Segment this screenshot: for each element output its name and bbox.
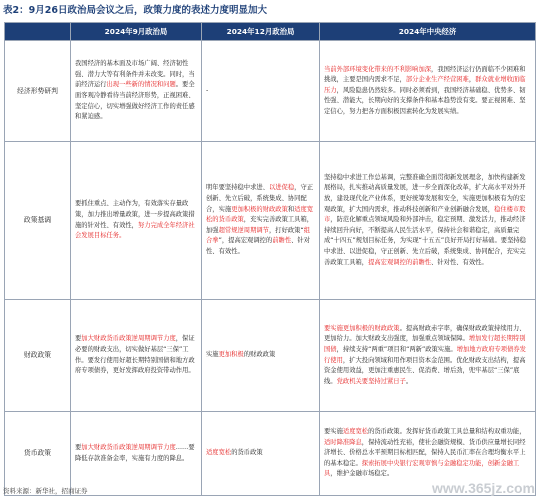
header-cell xyxy=(5,23,71,41)
highlight-text: 更加积极的财政政策 xyxy=(231,205,288,213)
cell-text: 。提高财政赤字率，确保财政政策持续用力、更加给力。加大财政支出强度，加强重点领域保障。 xyxy=(324,324,526,343)
cell-text: ……要降低存款准备金率，实施有力度的降息。 xyxy=(75,443,195,462)
header-cell: 2024年中央经济 xyxy=(320,23,536,41)
highlight-text: 党政机关要坚持过紧日子 xyxy=(336,377,406,385)
cell-text: ，持续支持“两重”项目和“两新”政策实施。 xyxy=(336,345,457,353)
cell-text: ，保证必要的财政支出，切实做好基层“三保”工作。要发行使用好超长期特别国债和地方政府专项债券，更好发挥政府投资带动作用。 xyxy=(75,335,195,375)
page-title: 表2：9月26日政治局会议之后，政策力度的表述力度明显加大 xyxy=(3,5,267,16)
table-cell xyxy=(202,412,320,496)
cell-text: 的货币政策 xyxy=(231,449,263,457)
cell-text: 坚持稳中求进工作总基调，完整准确全面贯彻新发展理念，加快构建新发展格局，扎实推动高质量发展，进一步全面深化改革，扩大高水平对外开放，建设现代化产业体系，更好统筹发展和安全，实施更加积极有为的宏观政策，扩大国内需求，推动科技创新和产业创新融合发展， xyxy=(324,173,526,213)
highlight-text: 加大财政货币政策逆周期调节力度 xyxy=(81,335,176,343)
highlight-text: 稳住楼市股市 xyxy=(324,205,526,224)
table-cell xyxy=(202,300,320,412)
row-label: 政策基调 xyxy=(5,142,71,300)
cell-text: 的财政政策 xyxy=(243,351,276,359)
highlight-text: 提高宏观调控的前瞻性 xyxy=(368,258,432,266)
highlight-text: 探索拓展中央银行宏观审慎与金融稳定功能，创新金融工具 xyxy=(324,459,520,478)
cell-text: 要 xyxy=(75,443,82,451)
row-label: 经济形势研判 xyxy=(5,41,71,142)
cell-text: ，维护金融市场稳定。 xyxy=(330,470,394,478)
highlight-text: 加大财政货币政策逆周期调节力度 xyxy=(81,443,176,451)
table-cell xyxy=(71,41,202,142)
highlight-text: 增加地方政府专项债券发行使用 xyxy=(324,345,526,364)
table-header-row xyxy=(5,23,536,41)
cell-text: 实施 xyxy=(206,351,219,359)
highlight-text: 适度宽松 xyxy=(342,428,369,436)
highlight-text: 更加积极 xyxy=(218,351,244,359)
cell-text: ，防范化解重点领域风险和外部冲击，稳定预期、激发活力，推动经济持续回升向好，不断提高人民生活水平，保持社会和谐稳定，高质量完成“十四五”规划目标任务，为实现“十五五”良好开局打好基础。要坚持稳中求进、以进促稳，守正创新、先立后破，系统集成、协同配合，充实完善政策工具箱， xyxy=(324,216,526,266)
cell-text: ，打好政策“ xyxy=(268,226,304,234)
highlight-text: 要实施更加积极的财政政策 xyxy=(324,324,400,332)
row-label: 货币政策 xyxy=(5,412,71,496)
cell-text: ”，提高宏观调控的 xyxy=(218,237,273,245)
cell-text: 我国经济的基本面及市场广阔、经济韧性强、潜力大等有利条件并未改变。同时，当前经济运行 xyxy=(75,60,195,89)
cell-text: 和 xyxy=(287,205,295,213)
cell-text: ，风险隐患仍然较多。同时必须看到，我国经济基础稳、优势多、韧性强、潜能大，长期向好的支撑条件和基本趋势没有变。要正视困难、坚定信心，努力把各方面积极因素转化为发展实绩。 xyxy=(324,86,526,115)
cell-text: ，充实完善政策工具箱，加强 xyxy=(206,216,314,234)
cell-text: 。 xyxy=(405,377,413,385)
table-cell xyxy=(71,412,202,496)
table-cell xyxy=(320,142,536,300)
table-cell xyxy=(320,41,536,142)
highlight-text: 群众就业增收面临压力 xyxy=(324,76,526,94)
source-note: 资料来源：新华社，招商证券 xyxy=(3,487,88,495)
cell-text: 。要全面客观冷静看待当前经济形势，正视困难、坚定信心，切实增强做好经济工作的责任感和紧迫感。 xyxy=(75,81,195,121)
header-cell: 2024年12月政治局 xyxy=(202,23,320,41)
table-cell xyxy=(71,300,202,412)
cell-text: ，保持流动性充裕，使社会融资规模、货币供应量增长同经济增长、价格总水平预期目标相匹配，保持人民币汇率在合理均衡水平上的基本稳定。 xyxy=(324,438,526,467)
cell-text: 的货币政策。发挥好货币政策工具总量和结构双重功能， xyxy=(368,428,526,436)
highlight-text: 适度宽松 xyxy=(206,449,232,457)
highlight-text: 部分企业生产经营困难 xyxy=(405,76,469,84)
cell-text: ，守正创新、先立后破，系统集成、协同配合，实施 xyxy=(206,184,314,213)
table-cell xyxy=(71,142,202,300)
highlight-text: 出现一些新的情况和问题 xyxy=(106,81,176,89)
highlight-text: 超常规逆周期调节 xyxy=(218,226,269,234)
cell-text: 要 xyxy=(75,335,82,343)
cell-text: 要抓住重点、主动作为，有效落实存量政策，加力推出增量政策，进一步提高政策措施的针对性、有效性， xyxy=(75,200,195,229)
highlight-text: 前瞻性 xyxy=(272,237,292,245)
cell-text: ，扩大投向领域和用作项目资本金范围。优化财政支出结构，提高资金使用效益，更加注重惠民生、促消费、增后劲，兜牢基层“三保”底线。 xyxy=(324,356,526,385)
cell-text: 明年要坚持稳中求进、 xyxy=(206,184,269,192)
highlight-text: 适时降准降息 xyxy=(324,438,362,446)
highlight-text: 当前外部环境变化带来的不利影响加深 xyxy=(324,65,432,73)
cell-text: ， xyxy=(468,76,476,84)
highlight-text: 努力完成全年经济社会发展目标任务。 xyxy=(75,221,195,240)
policy-comparison-table xyxy=(4,22,536,496)
table-row xyxy=(5,300,536,412)
header-cell: 2024年9月政治局 xyxy=(71,23,202,41)
cell-text: ，我国经济运行仍面临不少困难和挑战，主要是国内需求不足， xyxy=(324,65,526,84)
table-row xyxy=(5,142,536,300)
table-cell xyxy=(320,300,536,412)
highlight-text: 组合拳 xyxy=(206,226,311,245)
highlight-text: 适度宽松的货币政策 xyxy=(206,205,314,224)
cell-text: 、针对性、有效性。 xyxy=(431,258,488,266)
row-label: 财政政策 xyxy=(5,300,71,412)
table-row xyxy=(5,41,536,142)
watermark: www.365jz.com xyxy=(432,480,535,496)
table-cell xyxy=(202,41,320,142)
cell-text: 、针对性、有效性。 xyxy=(206,237,311,255)
cell-text: 要实施 xyxy=(324,428,343,436)
highlight-text: 以进促稳 xyxy=(268,184,295,192)
cell-text: - xyxy=(206,86,209,94)
table-cell xyxy=(202,142,320,300)
highlight-text: 增加发行超长期特别国债 xyxy=(324,335,526,353)
